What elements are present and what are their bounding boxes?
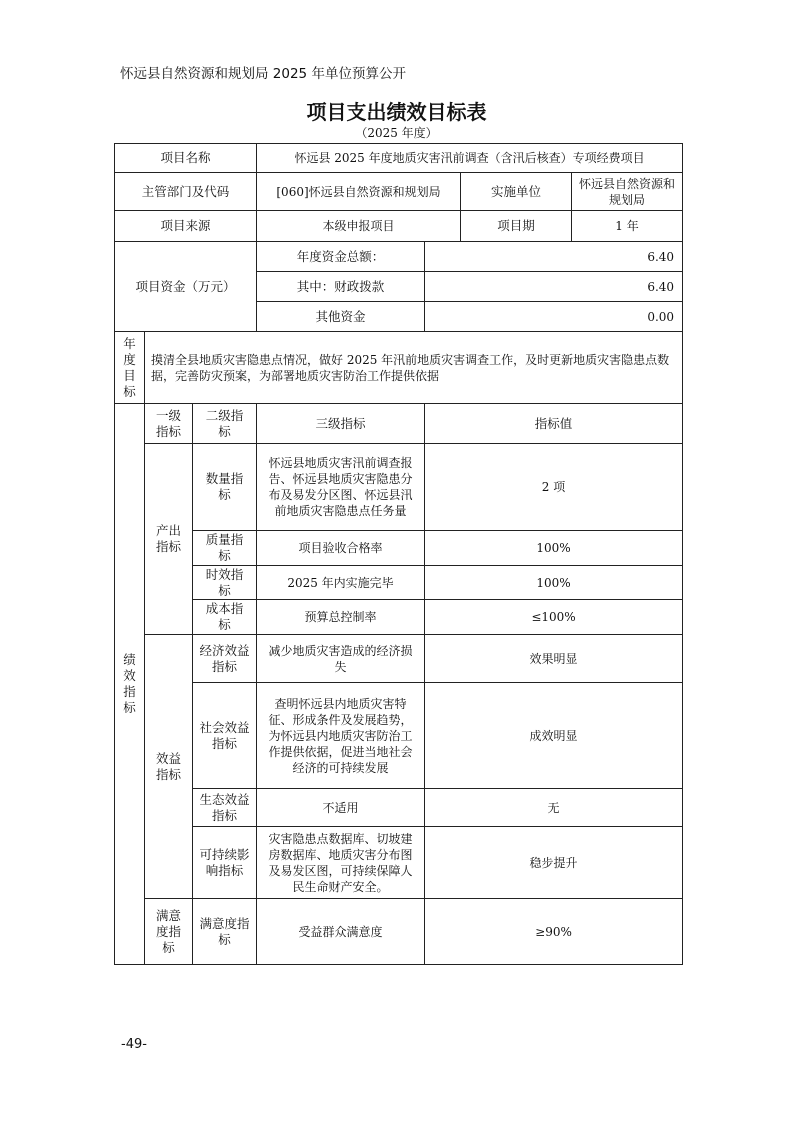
satisfaction-indicator-label: 满意度指标: [145, 899, 193, 965]
table-row: [115, 173, 683, 211]
indicator-l2: 生态效益指标: [193, 789, 257, 827]
indicator-l2: 社会效益指标: [193, 683, 257, 789]
indicator-value: 成效明显: [425, 683, 683, 789]
project-name-label: 项目名称: [115, 144, 257, 173]
col-header-l3: 三级指标: [257, 404, 425, 444]
perf-label: 绩效指标: [115, 404, 145, 965]
page-title: 项目支出绩效目标表: [306, 100, 487, 124]
indicator-l3: 怀远县地质灾害汛前调查报告、怀远县地质灾害隐患分布及易发分区图、怀远县汛前地质灾害隐患点任务量: [257, 444, 425, 531]
indicator-l2: 质量指标: [193, 531, 257, 566]
indicator-l2: 经济效益指标: [193, 635, 257, 683]
indicator-l3: 减少地质灾害造成的经济损失: [257, 635, 425, 683]
indicator-value: 无: [425, 789, 683, 827]
table-row: [115, 242, 683, 272]
indicator-value: 稳步提升: [425, 827, 683, 899]
dept-label: 主管部门及代码: [115, 173, 257, 211]
indicator-value: 100%: [425, 566, 683, 600]
indicator-l3: 灾害隐患点数据库、切坡建房数据库、地质灾害分布图及易发区图，可持续保障人民生命财产安全。: [257, 827, 425, 899]
indicator-l2: 满意度指标: [193, 899, 257, 965]
table-row: [115, 144, 683, 173]
indicator-l3: 查明怀远县内地质灾害特征、形成条件及发展趋势，为怀远县内地质灾害防治工作提供依据，促进当地社会经济的可持续发展: [257, 683, 425, 789]
col-header-l2: 二级指标: [193, 404, 257, 444]
document-header: 怀远县自然资源和规划局 2025 年单位预算公开: [120, 66, 406, 82]
output-indicator-label: 产出指标: [145, 444, 193, 635]
indicator-l3: 预算总控制率: [257, 600, 425, 635]
table-row: [115, 566, 683, 600]
funds-fiscal-value: 6.40: [425, 272, 683, 302]
indicator-l2: 数量指标: [193, 444, 257, 531]
funds-total-label: 年度资金总额：: [257, 242, 425, 272]
page-number: -49-: [121, 1037, 147, 1052]
table-row: [115, 444, 683, 531]
benefit-indicator-label: 效益指标: [145, 635, 193, 899]
table-row: [115, 789, 683, 827]
indicator-value: 2 项: [425, 444, 683, 531]
indicator-l3: 不适用: [257, 789, 425, 827]
indicator-value: 100%: [425, 531, 683, 566]
table-row: [115, 600, 683, 635]
impl-value: 怀远县自然资源和规划局: [579, 176, 676, 207]
project-name-value: 怀远县 2025 年度地质灾害汛前调查（含汛后核查）专项经费项目: [257, 144, 683, 173]
table-row: [115, 899, 683, 965]
table-row: [115, 683, 683, 789]
period-value: 1 年: [615, 219, 639, 233]
annual-goal-label: 年度目标: [115, 332, 145, 404]
table-row: [115, 404, 683, 444]
indicator-value: 效果明显: [425, 635, 683, 683]
indicator-l2: 时效指标: [193, 566, 257, 600]
indicator-l3: 项目验收合格率: [257, 531, 425, 566]
funds-label: 项目资金（万元）: [115, 242, 257, 332]
funds-other-value: 0.00: [425, 302, 683, 332]
annual-goal-text: 摸清全县地质灾害隐患点情况，做好 2025 年汛前地质灾害调查工作，及时更新地质灾害隐患点数据，完善防灾预案，为部署地质灾害防治工作提供依据: [145, 332, 683, 404]
table-row: [115, 531, 683, 566]
funds-total-value: 6.40: [425, 242, 683, 272]
indicator-l2: 成本指标: [193, 600, 257, 635]
funds-other-label: 其他资金: [257, 302, 425, 332]
indicator-l2: 可持续影响指标: [193, 827, 257, 899]
table-row: [115, 635, 683, 683]
col-header-l1: 一级指标: [145, 404, 193, 444]
indicator-value: ≥90%: [425, 899, 683, 965]
source-value: 本级申报项目: [257, 211, 461, 241]
table-row: [115, 211, 683, 242]
source-label: 项目来源: [115, 211, 257, 242]
table-row: [115, 332, 683, 404]
period-label: 项目期: [461, 211, 572, 241]
indicator-l3: 2025 年内实施完毕: [257, 566, 425, 600]
performance-target-table: [114, 143, 683, 965]
indicator-l3: 受益群众满意度: [257, 899, 425, 965]
page-subtitle: （2025 年度）: [355, 126, 438, 140]
dept-value: [060]怀远县自然资源和规划局: [257, 173, 461, 210]
table-row: [115, 827, 683, 899]
impl-label: 实施单位: [461, 173, 572, 210]
col-header-value: 指标值: [425, 404, 683, 444]
indicator-value: ≤100%: [425, 600, 683, 635]
funds-fiscal-label: 其中：财政拨款: [257, 272, 425, 302]
